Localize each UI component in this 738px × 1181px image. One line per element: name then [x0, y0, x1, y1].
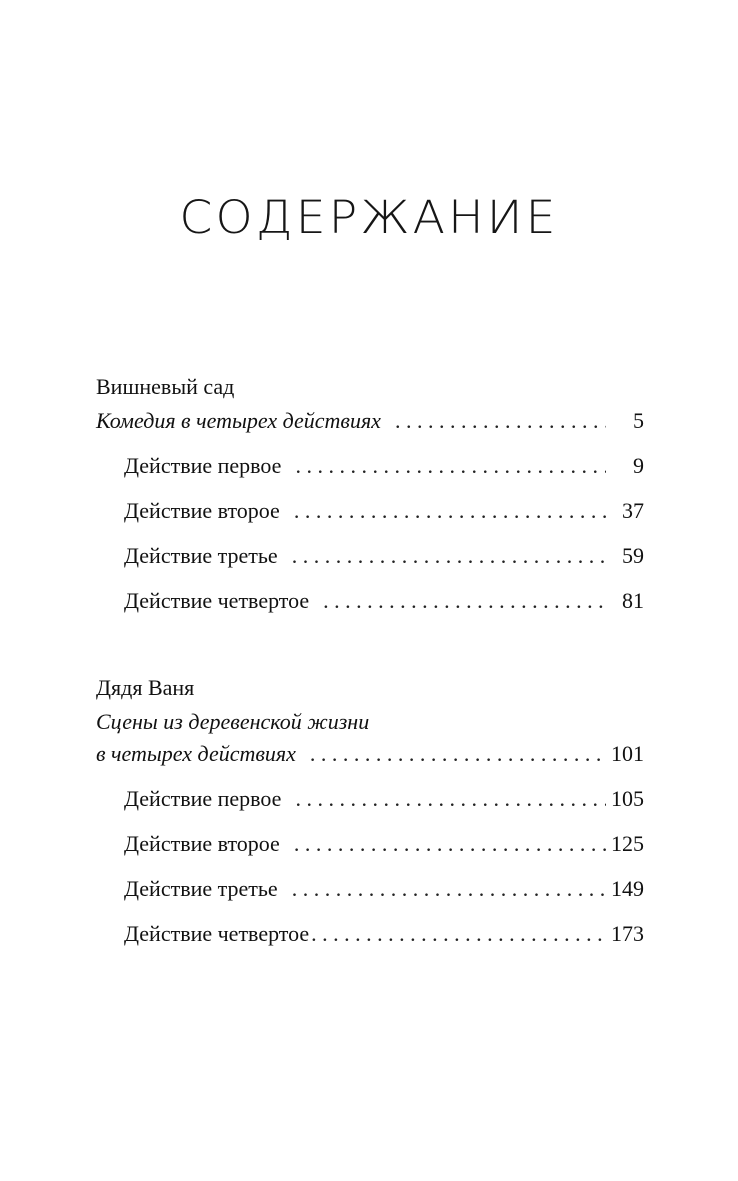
section-subtitle: в четырех действиях	[96, 741, 296, 766]
dot-leader	[295, 784, 606, 814]
dot-leader	[323, 586, 606, 616]
toc-section	[96, 673, 644, 964]
entry-label: Действие второе	[124, 498, 280, 523]
dot-leader	[295, 451, 606, 481]
dot-leader	[292, 874, 606, 904]
section-spacer	[96, 631, 644, 673]
entry-label: Действие первое	[124, 453, 282, 478]
dot-leader	[292, 541, 606, 571]
page-number: 149	[611, 876, 644, 901]
section-title[interactable]: Дядя Ваня	[96, 675, 195, 700]
page-number: 5	[633, 408, 644, 433]
dot-leader	[395, 406, 606, 436]
toc-entry[interactable]	[96, 586, 644, 631]
entry-label: Действие первое	[124, 786, 282, 811]
dot-leader	[294, 829, 606, 859]
dot-leader	[311, 919, 606, 949]
section-subtitle-row[interactable]	[96, 406, 644, 451]
page-number: 125	[611, 831, 644, 856]
toc-entry[interactable]	[96, 919, 644, 964]
page-number: 81	[622, 588, 644, 613]
toc-entry[interactable]	[96, 874, 644, 919]
section-title[interactable]: Вишневый сад	[96, 374, 235, 399]
page-number: 101	[611, 741, 644, 766]
page-number: 9	[633, 453, 644, 478]
toc-section	[96, 372, 644, 631]
toc-entry[interactable]	[96, 496, 644, 541]
toc-entry[interactable]	[96, 784, 644, 829]
section-subtitle: Комедия в четырех действиях	[96, 408, 381, 433]
entry-label: Действие третье	[124, 543, 278, 568]
entry-label: Действие четвертое	[124, 588, 310, 613]
page-number: 173	[611, 921, 644, 946]
toc-entry[interactable]	[96, 541, 644, 586]
table-of-contents	[96, 372, 644, 964]
page-number: 59	[622, 543, 644, 568]
dot-leader	[310, 739, 606, 769]
dot-leader	[294, 496, 606, 526]
entry-label: Действие третье	[124, 876, 278, 901]
entry-label: Действие четвертое	[124, 921, 310, 946]
page-number: 105	[611, 786, 644, 811]
page-title: СОДЕРЖАНИЕ	[179, 191, 559, 244]
section-subtitle: Сцены из деревенской жизни	[96, 709, 370, 734]
toc-entry[interactable]	[96, 829, 644, 874]
entry-label: Действие второе	[124, 831, 280, 856]
toc-entry[interactable]	[96, 451, 644, 496]
section-subtitle-row[interactable]	[96, 739, 644, 784]
page-number: 37	[622, 498, 644, 523]
